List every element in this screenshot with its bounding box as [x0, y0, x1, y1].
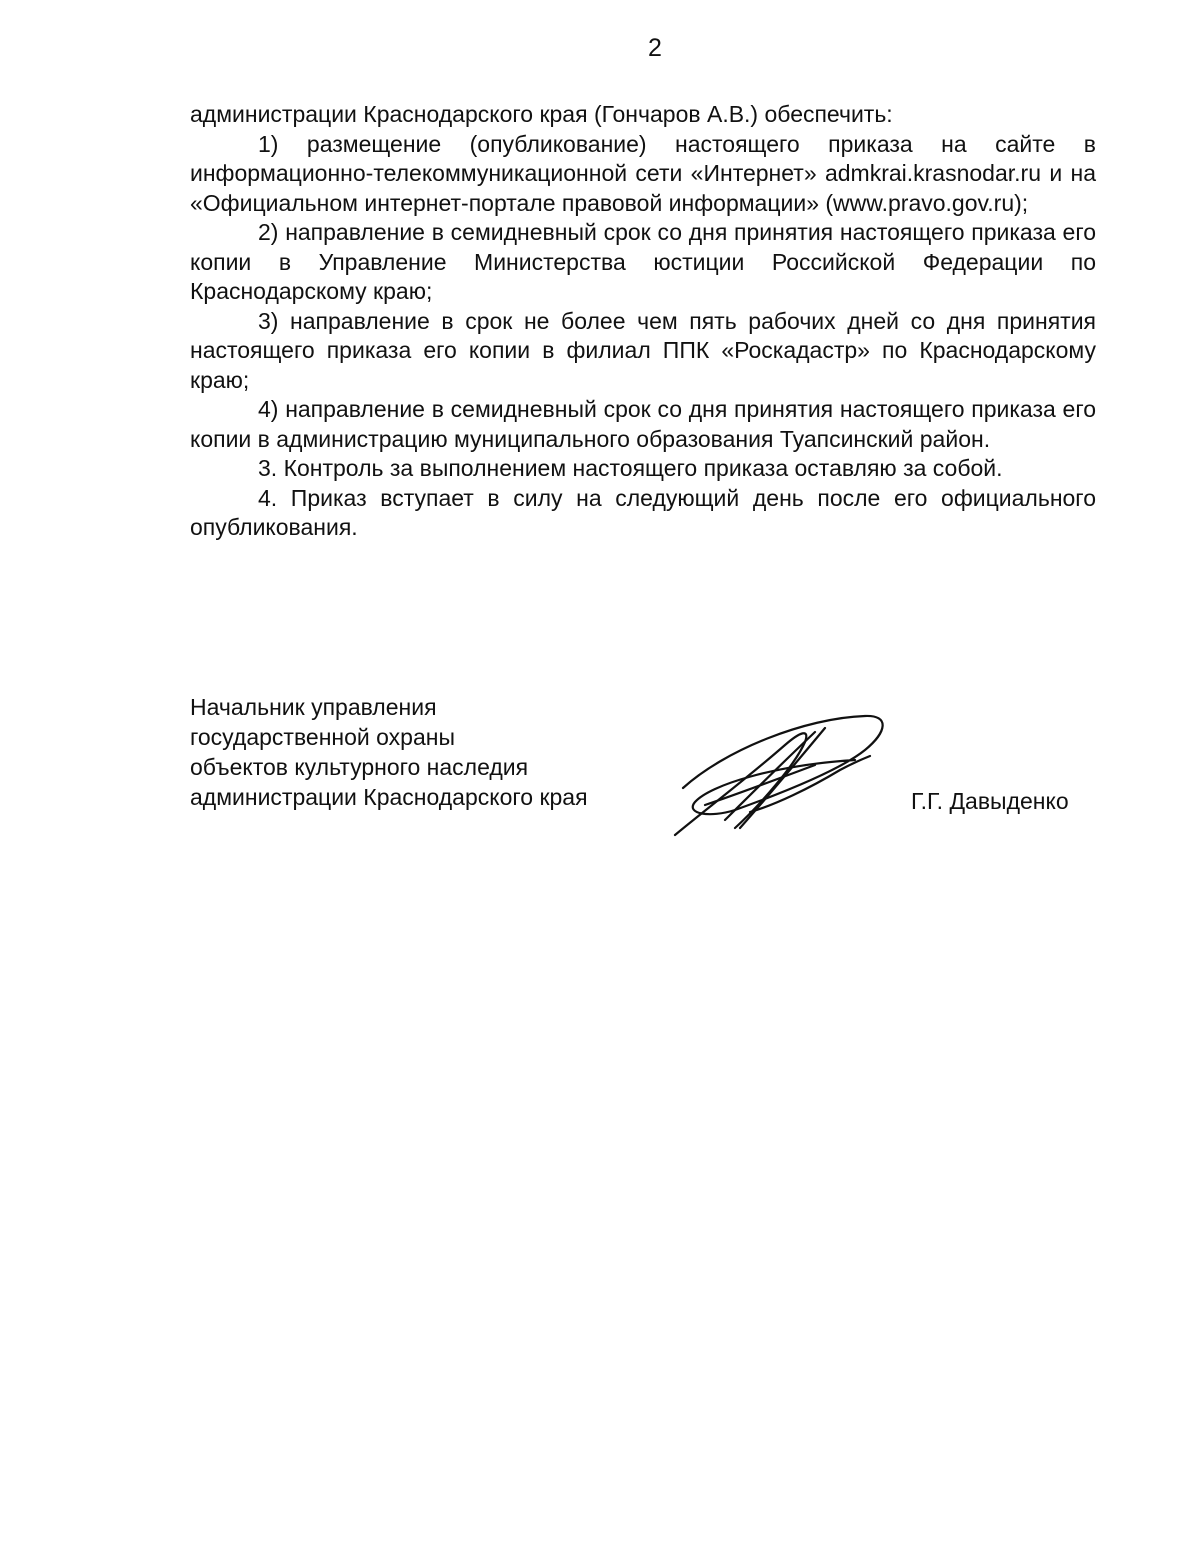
paragraph-item-3: 3) направление в срок не более чем пять рабочих дней со дня принятия настоящего приказа его копии в филиал ППК «Роскадастр» по Краснодарскому краю;: [190, 307, 1096, 393]
handwritten-signature-icon: [665, 710, 895, 840]
position-line: администрации Краснодарского края: [190, 784, 588, 810]
signatory-position: [190, 692, 620, 812]
paragraph-intro: администрации Краснодарского края (Гончаров А.В.) обеспечить:: [190, 101, 893, 127]
page-number: 2: [648, 34, 662, 62]
paragraph-item-4: 4) направление в семидневный срок со дня принятия настоящего приказа его копии в администрацию муниципального образования Туапсинский район.: [190, 396, 1096, 452]
position-line: государственной охраны: [190, 724, 455, 750]
position-line: объектов культурного наследия: [190, 754, 529, 780]
paragraph-clause-4: 4. Приказ вступает в силу на следующий день после его официального опубликования.: [190, 484, 1096, 540]
paragraph-item-1: 1) размещение (опубликование) настоящего приказа на сайте в информационно-телекоммуникационной сети «Интернет» admkrai.krasnodar.ru и на «Официальном интернет-портале правовой информации» (www.pravo.gov.ru);: [190, 130, 1096, 216]
paragraph-item-2: 2) направление в семидневный срок со дня принятия настоящего приказа его копии в Управление Министерства юстиции Российской Федерации по Краснодарскому краю;: [190, 219, 1096, 304]
paragraph-clause-3: 3. Контроль за выполнением настоящего приказа оставляю за собой.: [258, 455, 1003, 481]
position-line: Начальник управления: [190, 694, 437, 720]
signer-name: Г.Г. Давыденко: [911, 788, 1069, 814]
document-body: [190, 100, 1096, 543]
